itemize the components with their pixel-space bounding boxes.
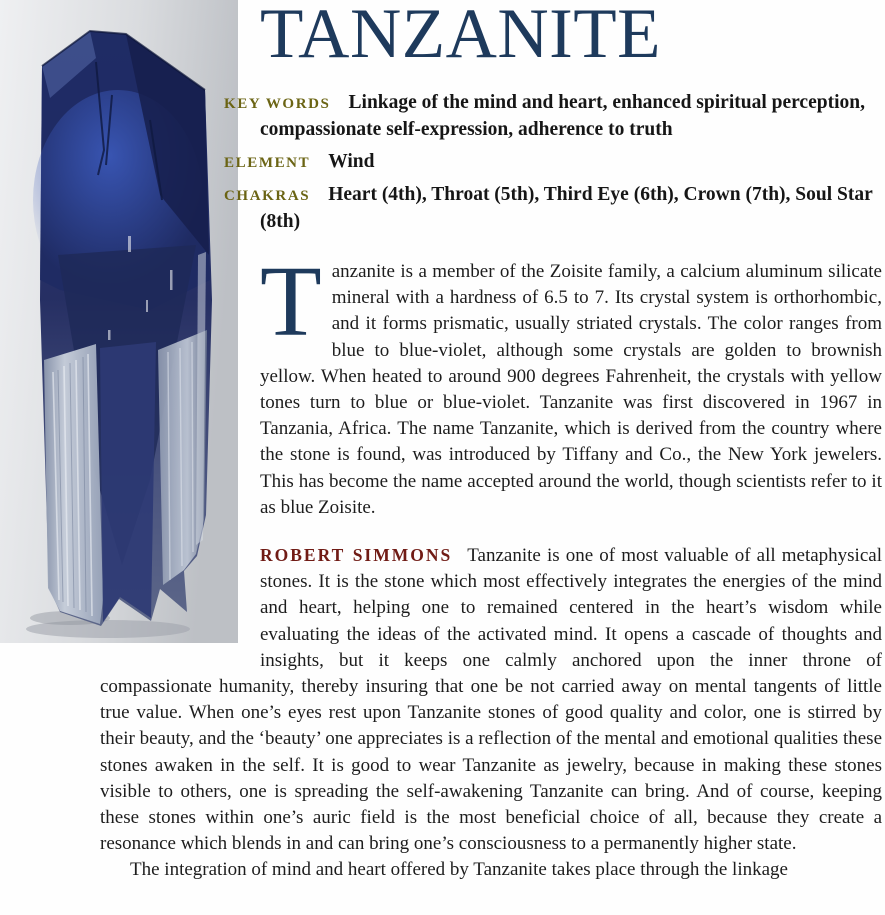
drop-cap: T xyxy=(260,245,322,357)
simmons-text: Tanzanite is one of most valuable of all metaphysical stones. It is the stone which most effectively integrates the energies of the mind and heart, helping one to remained centered in the heart’s wisdom while evaluating the ideas of the activated mind. It opens a cascade of thoughts and insights, but it keeps one calmly anchored upon the inner throne of compassionate humanity, thereby insuring that one be not carried away on mental tangents of little true value. When one’s eyes rest upon Tanzanite stones of good quality and color, one is stirred by their beauty, and the ‘beauty’ one appreciates is a reflection of the mental and emotional qualities these stones awaken in the self. It is good to wear Tanzanite as jewelry, because in making these stones visible to others, one is spreading the self-awakening Tanzanite can bring. And of course, keeping these stones within one’s auric field is the most beneficial choice of all, because they create a resonance which blends in and can bring one’s consciousness to a permanently higher state. xyxy=(100,545,882,855)
element-label: ELEMENT xyxy=(224,155,311,171)
chakras-text: Heart (4th), Throat (5th), Third Eye (6th), Crown (7th), Soul Star (8th) xyxy=(260,184,873,232)
closing-paragraph: The integration of mind and heart offered by Tanzanite takes place through the linkage xyxy=(130,859,788,881)
page-title: TANZANITE xyxy=(260,0,662,73)
element-text: Wind xyxy=(328,151,375,172)
tanzanite-crystal-photo xyxy=(0,0,238,643)
crystal-illustration xyxy=(0,0,238,643)
key-words-text: Linkage of the mind and heart, enhanced spiritual perception, compassionate self-expression, adherence to truth xyxy=(260,92,865,140)
chakras-label: CHAKRAS xyxy=(224,188,311,204)
intro-text: anzanite is a member of the Zoisite family, a calcium aluminum silicate mineral with a hardness of 6.5 to 7. Its crystal system is orthorhombic, and it forms prismatic, usually striated crystals. The color ranges from blue to blue-violet, although some crystals are golden to brownish yellow. When heated to around 900 degrees Fahrenheit, the crystals with yellow tones turn to blue or blue-violet. Tanzanite was first discovered in 1967 in Tanzania, Africa. The name Tanzanite, which is derived from the country where the stone is found, was introduced by Tiffany and Co., the New York jewelers. This has become the name accepted around the world, though scientists refer to it as blue Zoisite. xyxy=(260,261,882,518)
robert-simmons-label: ROBERT SIMMONS xyxy=(260,545,453,566)
key-words-label: KEY WORDS xyxy=(224,96,331,112)
